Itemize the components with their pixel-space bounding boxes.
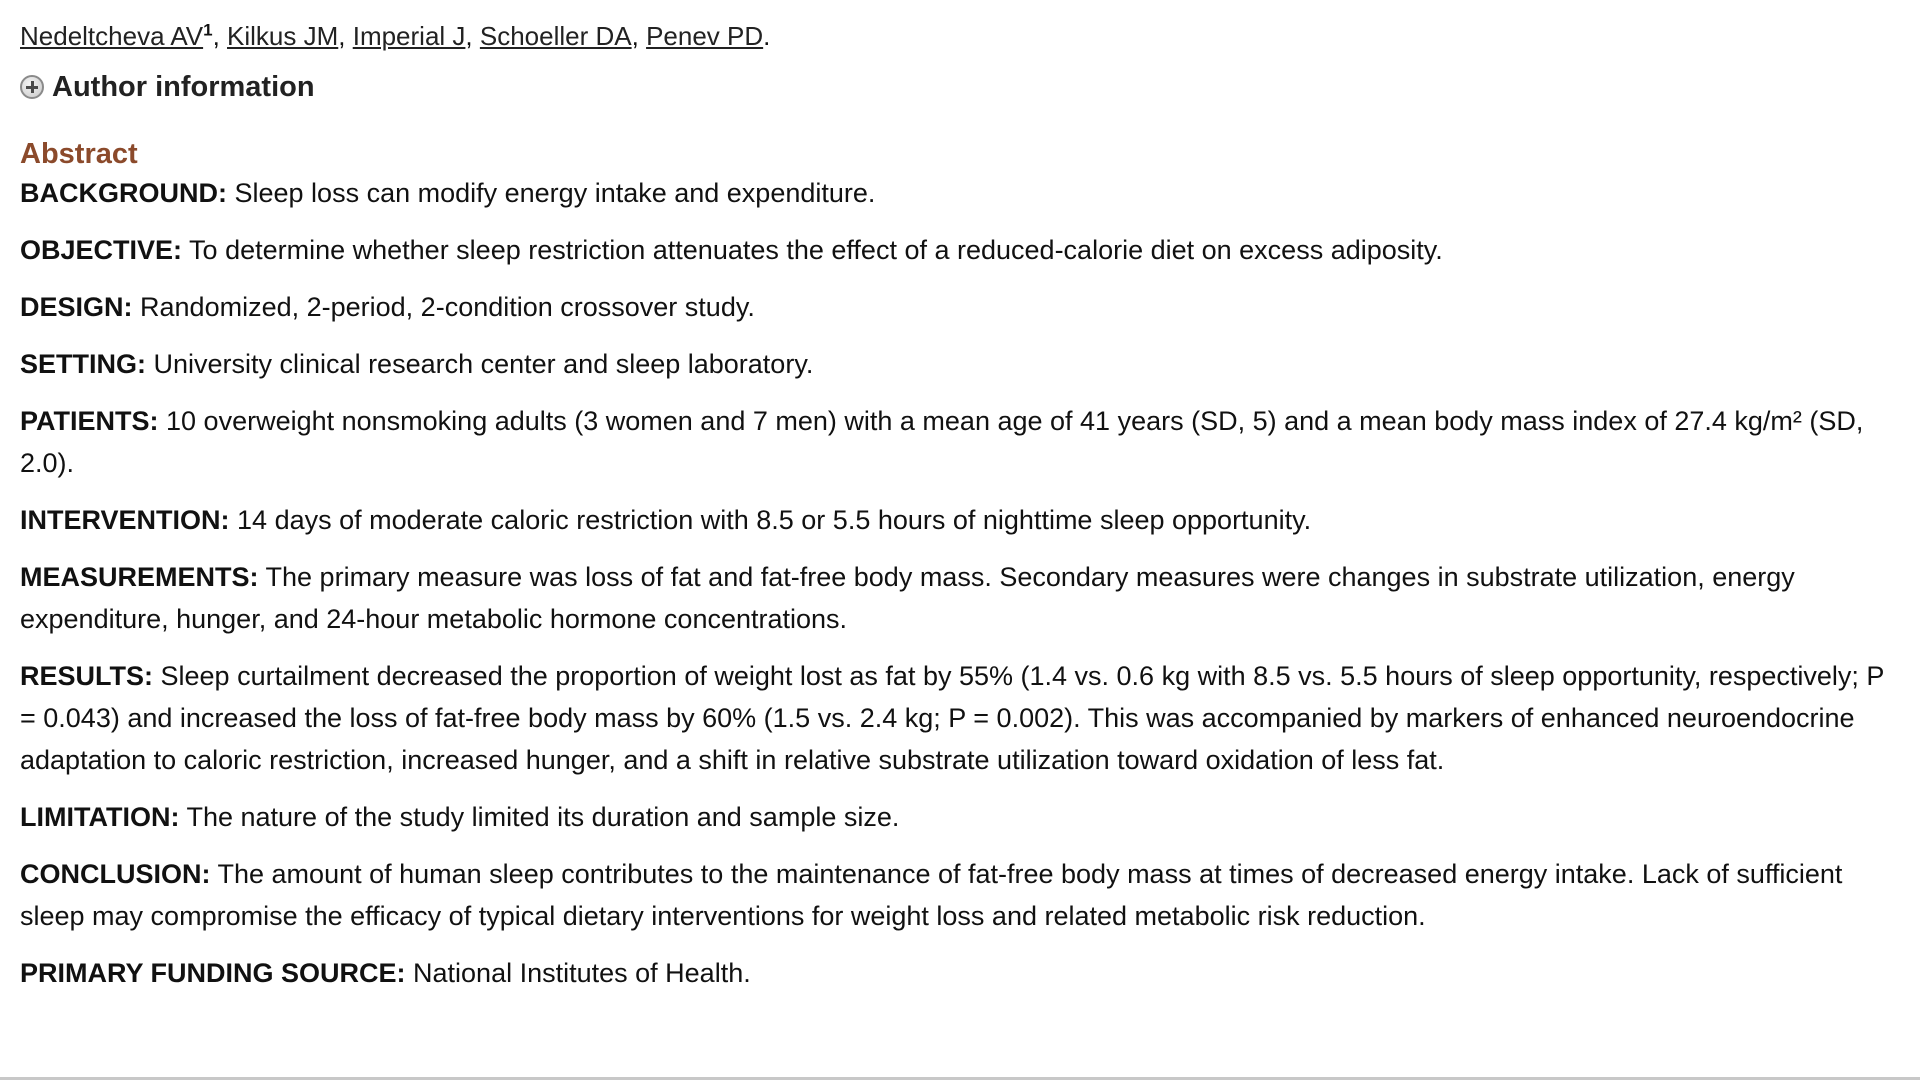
section-label: RESULTS: — [20, 661, 153, 691]
section-results — [20, 655, 1890, 781]
author-information-toggle[interactable] — [20, 68, 1890, 106]
section-text: Sleep curtailment decreased the proportion of weight lost as fat by 55% (1.4 vs. 0.6 kg with 8.5 vs. 5.5 hours of sleep opportunity, respectively; P = 0.043) and increased the loss of fat-free body mass by 60% (1.5 vs. 2.4 kg; P = 0.002). This was accompanied by markers of enhanced neuroendocrine adaptation to caloric restriction, increased hunger, and a shift in relative substrate utilization toward oxidation of less fat. — [20, 661, 1884, 775]
section-text: Sleep loss can modify energy intake and expenditure. — [234, 178, 876, 208]
section-label: BACKGROUND: — [20, 178, 227, 208]
section-label: CONCLUSION: — [20, 859, 211, 889]
author-link-imperial[interactable]: Imperial J — [352, 21, 466, 51]
section-text: 14 days of moderate caloric restriction with 8.5 or 5.5 hours of nighttime sleep opportunity. — [237, 505, 1312, 535]
section-label: INTERVENTION: — [20, 505, 230, 535]
section-text: University clinical research center and sleep laboratory. — [153, 349, 814, 379]
section-label: PRIMARY FUNDING SOURCE: — [20, 958, 406, 988]
section-measurements — [20, 556, 1890, 640]
plus-circle-icon[interactable] — [20, 75, 44, 99]
section-patients — [20, 400, 1890, 484]
author-link-nedeltcheva[interactable]: Nedeltcheva AV — [20, 21, 204, 51]
section-text: The nature of the study limited its duration and sample size. — [186, 802, 900, 832]
section-background — [20, 172, 1890, 214]
abstract-heading: Abstract — [20, 138, 138, 170]
section-limitation — [20, 796, 1890, 838]
section-text: To determine whether sleep restriction attenuates the effect of a reduced-calorie diet on excess adiposity. — [189, 235, 1443, 265]
section-label: PATIENTS: — [20, 406, 159, 436]
section-setting — [20, 343, 1890, 385]
section-conclusion — [20, 853, 1890, 937]
author-link-kilkus[interactable]: Kilkus JM — [227, 21, 339, 51]
author-affiliation-sup[interactable]: 1 — [203, 20, 213, 40]
section-intervention — [20, 499, 1890, 541]
abstract-body — [20, 172, 1890, 994]
author-link-penev[interactable]: Penev PD — [646, 21, 764, 51]
section-design — [20, 286, 1890, 328]
author-link-schoeller[interactable]: Schoeller DA — [479, 21, 632, 51]
abstract-page — [20, 14, 1890, 994]
section-label: LIMITATION: — [20, 802, 180, 832]
section-objective — [20, 229, 1890, 271]
section-primary-funding-source — [20, 952, 1890, 994]
section-label: OBJECTIVE: — [20, 235, 183, 265]
section-text: Randomized, 2-period, 2-condition crossover study. — [140, 292, 755, 322]
section-text: National Institutes of Health. — [413, 958, 751, 988]
author-information-label[interactable]: Author information — [52, 70, 315, 103]
section-label: DESIGN: — [20, 292, 133, 322]
section-text: The amount of human sleep contributes to the maintenance of fat-free body mass at times of decreased energy intake. Lack of sufficient sleep may compromise the efficacy of typical dietary interventions for weight loss and related metabolic risk reduction. — [20, 859, 1843, 931]
section-label: SETTING: — [20, 349, 146, 379]
author-list: Nedeltcheva $AV^1$, Kilkus JM, Imperial J, Schoeller DA, Penev PD. — [20, 20, 771, 51]
section-text: 10 overweight nonsmoking adults (3 women and 7 men) with a mean age of 41 years (SD, 5) and a mean body mass index of 27.4 kg/m² (SD, 2.0). — [20, 406, 1864, 478]
section-text: The primary measure was loss of fat and fat-free body mass. Secondary measures were changes in substrate utilization, energy expenditure, hunger, and 24-hour metabolic hormone concentrations. — [20, 562, 1795, 634]
section-label: MEASUREMENTS: — [20, 562, 259, 592]
